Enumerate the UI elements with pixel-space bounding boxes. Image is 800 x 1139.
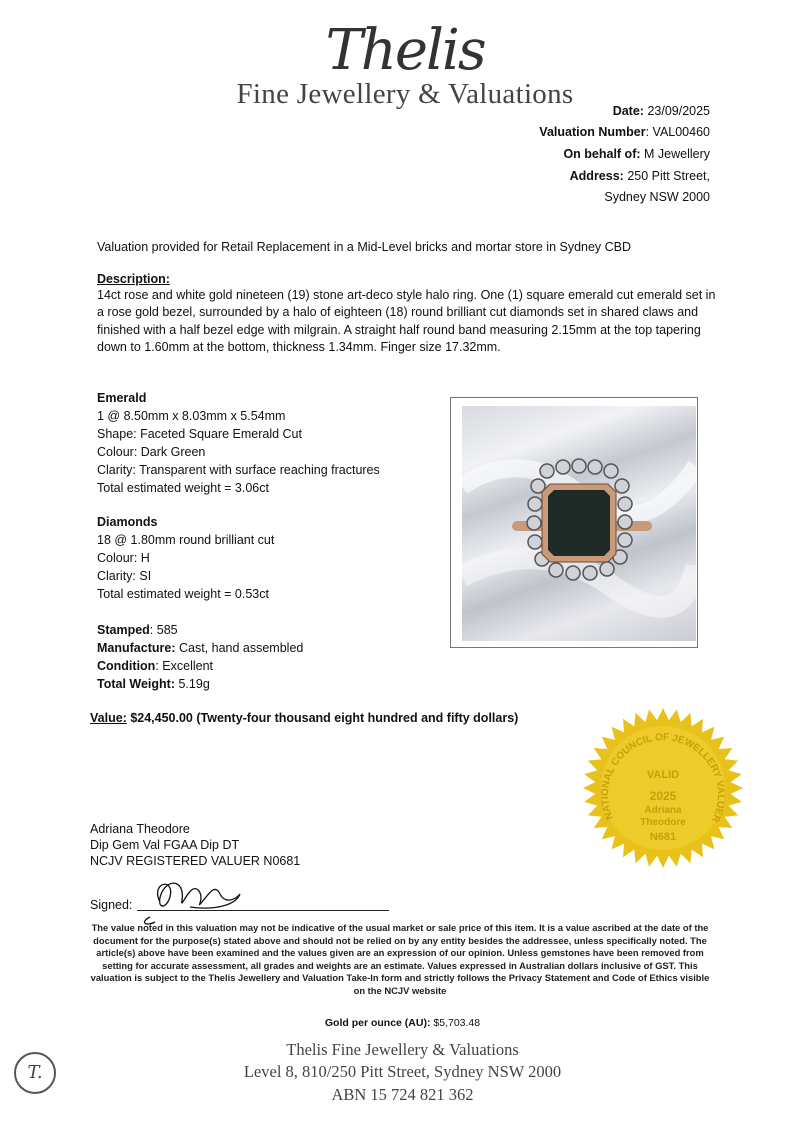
total-weight-label: Total Weight: [97,677,175,691]
logo-script: Thelis [325,18,485,83]
emerald-line: Total estimated weight = 3.06ct [97,481,269,495]
date-label: Date: [612,104,644,118]
diamonds-line: Colour: H [97,551,150,565]
emerald-line: Shape: Faceted Square Emerald Cut [97,427,302,441]
ring-photo [462,406,696,641]
emerald-line: Clarity: Transparent with surface reaching fractures [97,463,380,477]
on-behalf-line [563,145,710,163]
emerald-line: Colour: Dark Green [97,445,206,459]
footer-abn: ABN 15 724 821 362 [331,1085,474,1104]
diamonds-heading: Diamonds [97,515,158,529]
date-line [613,102,710,120]
total-weight-value: 5.19g [178,677,210,691]
stamped-label: Stamped [97,623,150,637]
condition-line: Condition: Excellent [97,659,214,673]
emerald-heading: Emerald [97,391,147,405]
gold-price-line [0,1017,800,1029]
value-amount: $24,450.00 (Twenty-four thousand eight hundred and fifty dollars) [130,711,519,725]
logo-subtitle: Fine Jewellery & Valuations [236,78,574,110]
gold-price-value: $5,703.48 [433,1017,481,1029]
diamonds-line: Clarity: SI [97,569,152,583]
description-text: 14ct rose and white gold nineteen (19) stone art-deco style halo ring. One (1) square emerald cut emerald set in a rose gold bezel, surrounded by a halo of eighteen (18) round brilliant cut diamonds set in shared claws and finished with a half bezel edge with milgrain. A straight half round band measuring 2.15mm at the top tapering down to 1.60mm at the bottom, thickness 1.34mm. Finger size 17.32mm. [97,288,716,355]
diamonds-line: Total estimated weight = 0.53ct [97,587,269,601]
gold-price-label: Gold per ounce (AU): [324,1017,431,1029]
footer-company: Thelis Fine Jewellery & Valuations [286,1040,519,1059]
disclaimer: The value noted in this valuation may not be indicative of the usual market or sale price of this item. It is a value ascribed at the date of the document for the purpose(s) stated above and should not be relied on by any entity besides the addressee, unless specifically noted. The article(s) above have been examined and the values given are an expression of our opinion. Unless gemstones have been removed from setting for accurate assessment, all grades and weights are an estimate. Values expressed in Australian dollars inclusive of GST. This valuation is subject to the Thelis Jewellery and Valuation Take-In form and strictly follows the Privacy Statement and Code of Ethics visible on the NCJV website [90,922,710,996]
seal-name1: Adriana [644,805,682,816]
condition-label: Condition [97,659,156,673]
purpose-statement: Valuation provided for Retail Replacement in a Mid-Level bricks and mortar store in Sydney CBD [97,240,632,254]
address-line [570,167,710,185]
description-heading: Description: [97,272,170,286]
signed-label: Signed: [90,898,133,912]
valuation-number-label: Valuation Number [539,125,646,139]
valuation-number-line: Valuation Number: VAL00460 [539,125,710,139]
seal-graphic [583,708,743,868]
seal-name2: Theodore [640,817,686,828]
signature [140,872,250,927]
valuation-number: VAL00460 [652,125,710,139]
value-label: Value: [90,711,127,725]
valuer-qualifications: Dip Gem Val FGAA Dip DT [90,838,240,852]
manufacture-label: Manufacture: [97,641,176,655]
on-behalf-label: On behalf of: [563,147,641,161]
monogram-logo: T. [14,1052,56,1094]
emerald-line: 1 @ 8.50mm x 8.03mm x 5.54mm [97,409,286,423]
ring-photo-frame [450,397,698,648]
seal-year: 2025 [649,789,677,803]
address-line1: 250 Pitt Street, [627,169,710,183]
date-value: 23/09/2025 [647,104,710,118]
value-line [90,709,518,727]
manufacture-value: Cast, hand assembled [178,641,304,655]
ncjv-seal [583,708,743,868]
diamonds-line: 18 @ 1.80mm round brilliant cut [97,533,275,547]
manufacture-line [97,639,303,657]
on-behalf-value: M Jewellery [644,147,710,161]
condition-value: Excellent [162,659,214,673]
stamped-line: Stamped: 585 [97,623,178,637]
total-weight-line [97,675,210,693]
address-label: Address: [569,169,624,183]
valuer-name: Adriana Theodore [90,822,190,836]
stamped-value: 585 [156,623,178,637]
valuer-registration: NCJV REGISTERED VALUER N0681 [90,854,301,868]
footer-address: Level 8, 810/250 Pitt Street, Sydney NSW 2000 [243,1062,562,1081]
seal-number: N681 [649,831,677,843]
address-line2: Sydney NSW 2000 [604,190,710,204]
seal-ring-text: NATIONAL COUNCIL OF JEWELLERY VALUER [599,731,727,824]
seal-valid: VALID [646,769,680,781]
